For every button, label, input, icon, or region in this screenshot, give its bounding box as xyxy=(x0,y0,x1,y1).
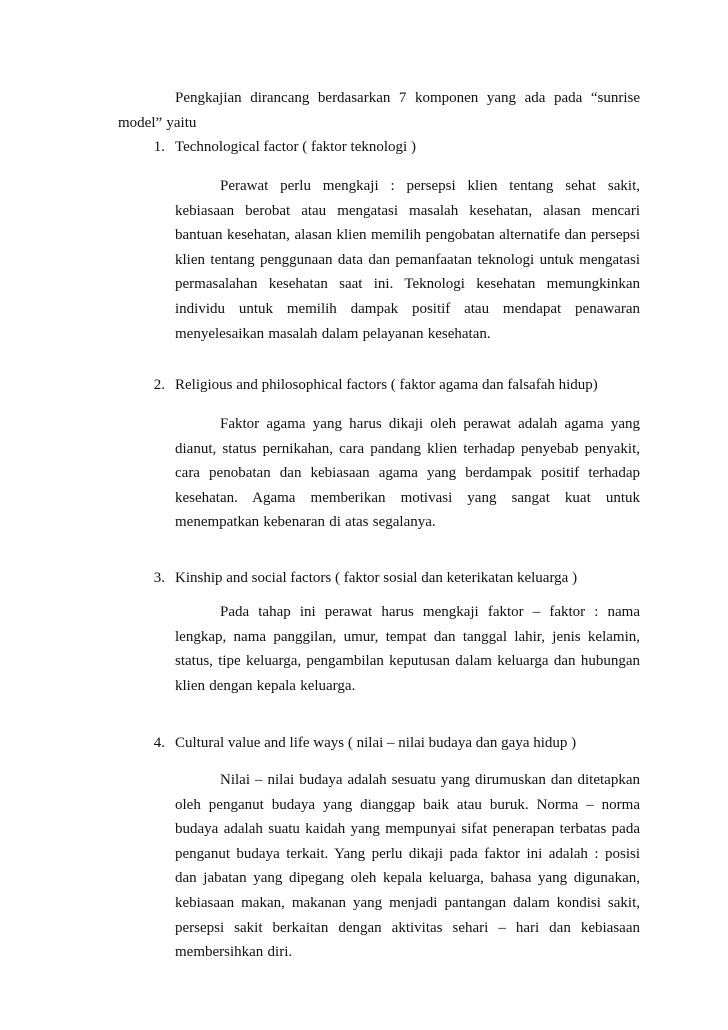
item-4-number: 4. xyxy=(153,735,165,751)
intro-paragraph: Pengkajian dirancang berdasarkan 7 komponen yang ada pada “sunrise model” yaitu xyxy=(118,90,640,131)
item-3-heading: Kinship and social factors ( faktor sosial dan keterikatan keluarga ) xyxy=(175,570,578,586)
item-3-body: Pada tahap ini perawat harus mengkaji faktor – faktor : nama lengkap, nama panggilan, umur, tempat dan tanggal lahir, jenis kelamin, status, tipe keluarga, pengambilan keputusan dalam keluarga dan hubungan klien dengan kepala keluarga. xyxy=(175,604,640,694)
item-1-heading: Technological factor ( faktor teknologi ) xyxy=(175,139,416,155)
item-1-number: 1. xyxy=(153,139,165,155)
item-2-number: 2. xyxy=(153,377,165,393)
item-2-body: Faktor agama yang harus dikaji oleh perawat adalah agama yang dianut, status pernikahan, cara pandang klien terhadap penyebab penyakit, cara penobatan dan kebiasaan agama yang berdampak positif terhadap kesehatan. Agama memberikan motivasi yang sangat kuat untuk menempatkan kebenaran di atas segalanya. xyxy=(175,416,640,531)
item-3-number: 3. xyxy=(153,570,165,586)
item-4-heading: Cultural value and life ways ( nilai – nilai budaya dan gaya hidup ) xyxy=(175,735,577,751)
item-2-heading: Religious and philosophical factors ( faktor agama dan falsafah hidup) xyxy=(175,377,598,393)
item-4-body: Nilai – nilai budaya adalah sesuatu yang dirumuskan dan ditetapkan oleh penganut budaya yang dianggap baik atau buruk. Norma – norma budaya adalah suatu kaidah yang mempunyai sifat penerapan terbatas pada penganut budaya terkait. Yang perlu dikaji pada faktor ini adalah : posisi dan jabatan yang dipegang oleh kepala keluarga, bahasa yang digunakan, kebiasaan makan, makanan yang menjadi pantangan dalam kondisi sakit, persepsi sakit berkaitan dengan aktivitas sehari – hari dan kebiasaan membersihkan diri. xyxy=(175,772,640,961)
item-1-body: Perawat perlu mengkaji : persepsi klien tentang sehat sakit, kebiasaan berobat atau mengatasi masalah kesehatan, alasan mencari bantuan kesehatan, alasan klien memilih pengobatan alternatife dan persepsi klien tentang penggunaan data dan pemanfaatan teknologi untuk mengatasi permasalahan kesehatan saat ini. Teknologi kesehatan memungkinkan individu untuk memilih dampak positif atau mendapat penawaran menyelesaikan masalah dalam pelayanan kesehatan. xyxy=(175,178,640,342)
